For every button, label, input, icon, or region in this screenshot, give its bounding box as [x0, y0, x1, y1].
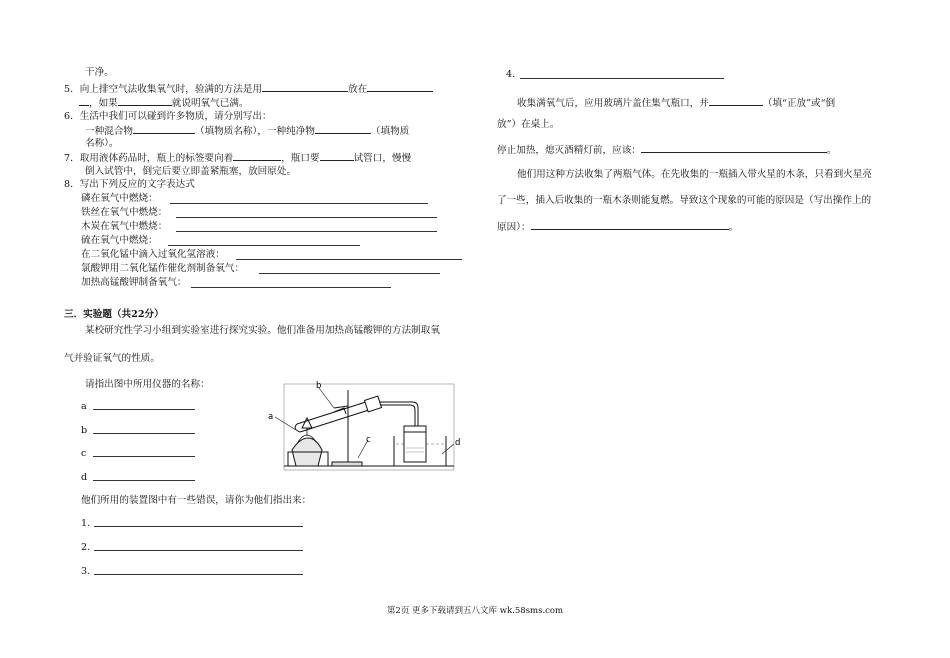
reaction-label: 铁丝在氧气中燃烧：	[81, 207, 168, 218]
reaction-label: 木炭在氧气中燃烧：	[81, 221, 168, 232]
answer-blank[interactable]	[315, 124, 371, 134]
experiment-intro: 某校研究性学习小组到实验室进行探究实验。他们准备用加热高锰酸钾的方法制取氧	[85, 325, 440, 336]
figure-label-b: b	[316, 381, 322, 391]
answer-blank[interactable]	[133, 124, 195, 134]
collect-para-cont: 放”）在桌上。	[497, 119, 560, 130]
answer-line[interactable]	[94, 574, 303, 575]
q4-tail: 干净。	[85, 67, 114, 78]
result-para-line2: 了一些，插入后收集的一瓶木条则能复燃。导致这个现象的可能的原因是（写出操作上的	[497, 195, 872, 206]
water-trough	[394, 426, 446, 466]
section-3-title: 三．实验题（共22分）	[64, 309, 164, 320]
answer-blank[interactable]	[233, 151, 281, 161]
answer-blank[interactable]	[118, 96, 172, 106]
answer-line[interactable]	[93, 456, 195, 457]
question-8: 8．写出下列反应的文字表达式	[64, 179, 195, 190]
stop-heating-para: 停止加热，熄灭酒精灯前，应该： 。	[497, 145, 837, 156]
question-6: 6．生活中我们可以碰到许多物质，请分别写出：	[64, 111, 272, 122]
question-6-line2: 一种混合物 （填物质名称），一种纯净物 （填物质	[85, 126, 410, 137]
error-number: 1.	[81, 518, 91, 529]
reaction-label: 磷在氧气中燃烧：	[81, 193, 158, 204]
figure-label-a: a	[268, 412, 274, 422]
question-5: 5．向上排空气法收集氧气时，验满的方法是用 放在	[64, 82, 433, 96]
answer-line[interactable]	[191, 287, 391, 288]
answer-line[interactable]	[93, 433, 195, 434]
answer-line[interactable]	[236, 259, 462, 260]
reaction-label: 氯酸钾用二氧化锰作催化剂制备氧气：	[81, 263, 245, 274]
answer-blank[interactable]	[262, 82, 348, 92]
answer-blank[interactable]	[320, 151, 354, 161]
figure-label-c: c	[366, 435, 371, 445]
instrument-label-d: d	[81, 472, 88, 483]
question-6-line3: 名称）。	[85, 138, 119, 149]
iron-stand	[332, 390, 362, 466]
item-4-number: 4.	[506, 69, 516, 80]
reaction-label: 加热高锰酸钾制备氧气：	[81, 277, 187, 288]
answer-line[interactable]	[93, 480, 195, 481]
error-number: 2.	[81, 542, 91, 553]
errors-prompt: 他们所用的装置图中有一些错误，请你为他们指出来：	[81, 495, 312, 506]
page-footer: 第2页 更多下载请到五八文库 wk.58sms.com	[386, 606, 564, 616]
figure-label-d: d	[455, 438, 461, 448]
answer-line[interactable]	[94, 550, 303, 551]
instrument-label-b: b	[81, 425, 88, 436]
question-7-line2: 倒入试管中，倒完后要立即盖紧瓶塞，放回原处。	[85, 166, 297, 177]
answer-line[interactable]	[259, 273, 440, 274]
answer-line[interactable]	[176, 217, 437, 218]
answer-blank[interactable]	[367, 82, 433, 92]
experiment-intro-cont: 气并验证氧气的性质。	[64, 353, 160, 364]
error-number: 3.	[81, 566, 91, 577]
question-5-cont: ，如果 就说明氧气已满。	[79, 96, 249, 110]
reaction-label: 在二氧化锰中滴入过氧化氢溶液：	[81, 249, 225, 260]
instrument-prompt: 请指出图中所用仪器的名称：	[85, 379, 210, 390]
answer-line[interactable]	[93, 409, 195, 410]
question-7: 7．取用液体药品时，瓶上的标签要向着 ，瓶口要 试管口，慢慢	[64, 153, 412, 164]
instrument-label-a: a	[81, 401, 87, 412]
reaction-label: 硫在氧气中燃烧：	[81, 235, 158, 246]
answer-line[interactable]	[94, 526, 303, 527]
collect-para: 收集满氧气后，应用玻璃片盖住集气瓶口，并 （填“正放”或“倒	[517, 98, 836, 109]
instrument-label-c: c	[81, 448, 87, 459]
oxygen-apparatus-figure	[262, 378, 467, 474]
answer-blank[interactable]	[531, 220, 729, 230]
answer-line[interactable]	[176, 231, 437, 232]
answer-blank[interactable]	[79, 96, 89, 106]
answer-blank[interactable]	[709, 96, 763, 106]
answer-line[interactable]	[168, 245, 360, 246]
result-para-line3: 原因）： 。	[497, 222, 739, 233]
answer-line[interactable]	[170, 203, 428, 204]
answer-line[interactable]	[520, 78, 724, 79]
answer-blank[interactable]	[641, 143, 827, 153]
result-para: 他们用这种方法收集了两瓶气体。在先收集的一瓶插入带火星的木条，只看到火星亮	[517, 169, 872, 180]
